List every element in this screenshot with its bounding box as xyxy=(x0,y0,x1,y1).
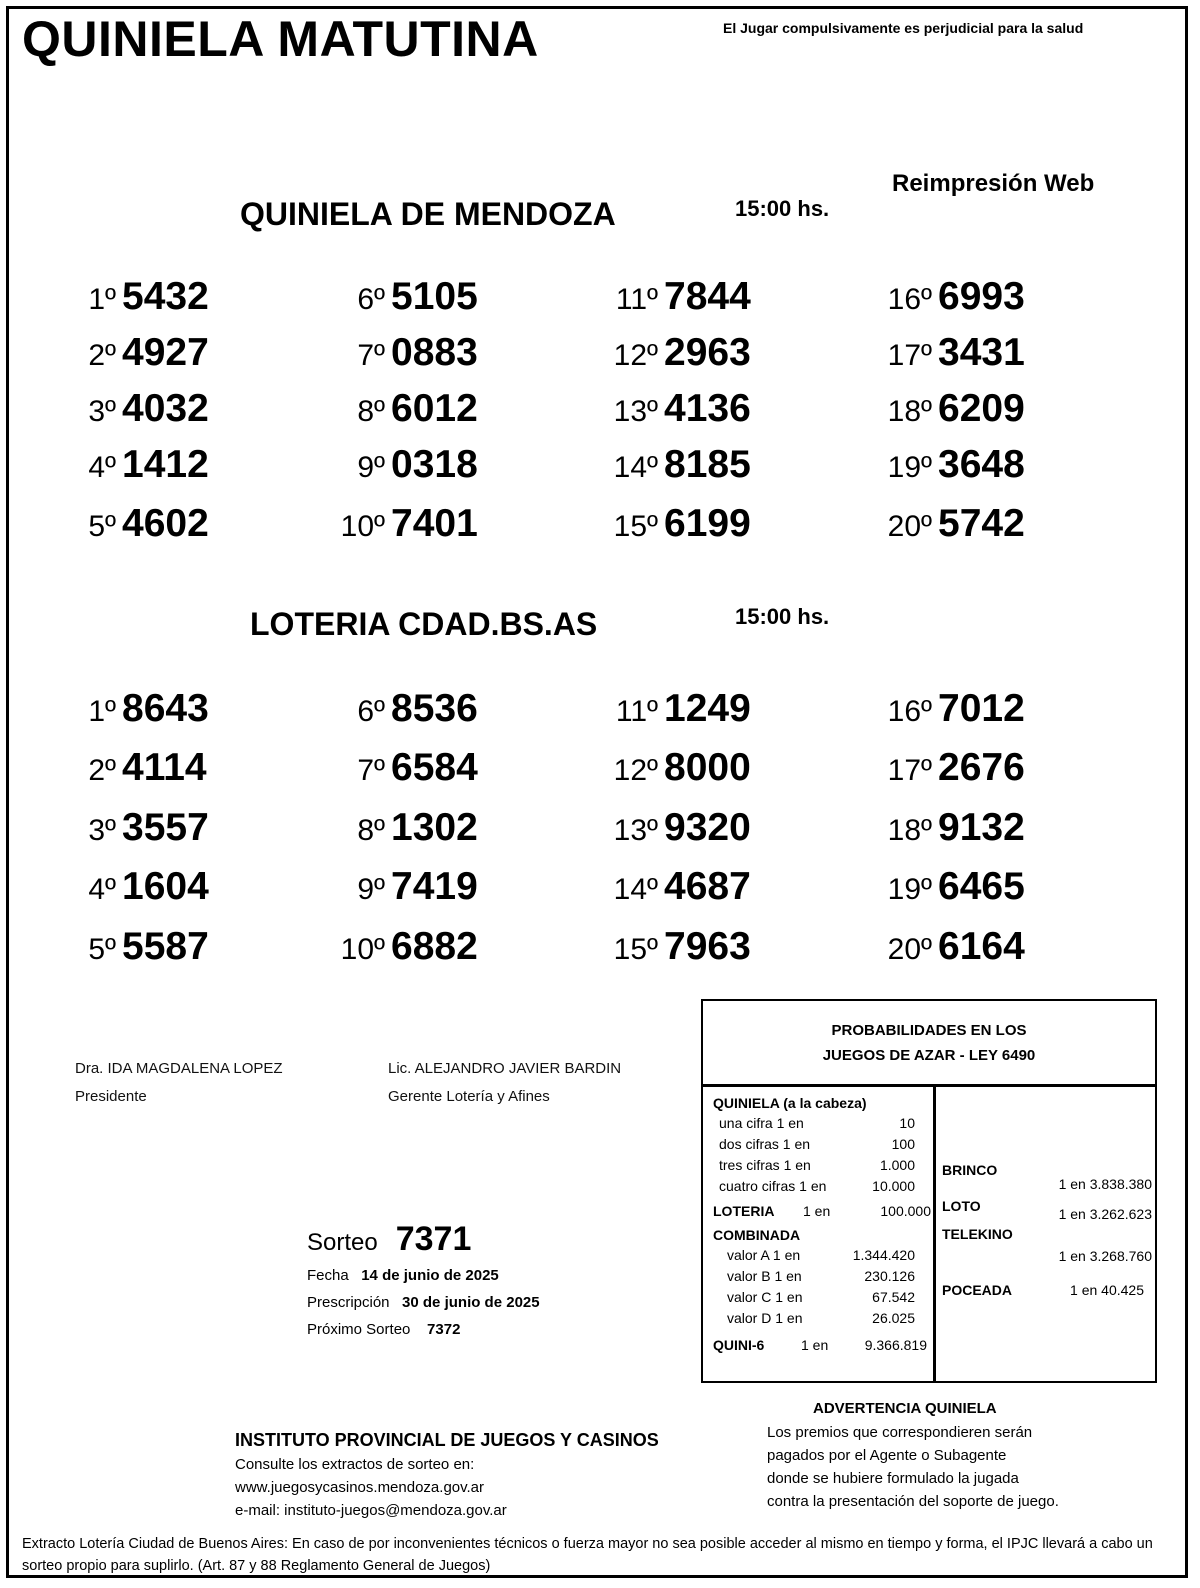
result-cell xyxy=(74,502,209,546)
prob-row-value: 230.126 xyxy=(864,1268,915,1284)
result-number: 8643 xyxy=(122,687,209,730)
result-position: 14º xyxy=(613,451,658,484)
result-cell xyxy=(872,275,1025,319)
prob-row-value: 67.542 xyxy=(872,1289,915,1305)
result-position: 19º xyxy=(887,451,932,484)
probabilities-title-line2: JUEGOS DE AZAR - LEY 6490 xyxy=(822,1047,1036,1064)
brinco-prob-label: BRINCO xyxy=(942,1162,998,1178)
prob-row xyxy=(713,1287,931,1308)
result-cell xyxy=(74,275,209,319)
result-position: 2º xyxy=(88,754,116,787)
prob-row-value: 10 xyxy=(899,1115,915,1131)
loteria-prob-label: LOTERIA xyxy=(713,1203,775,1219)
result-cell xyxy=(325,746,478,790)
result-position: 11º xyxy=(615,283,658,316)
prob-row-label: valor C 1 en xyxy=(727,1289,803,1305)
result-position: 17º xyxy=(887,754,932,787)
result-cell xyxy=(325,275,478,319)
probabilities-left xyxy=(713,1093,931,1359)
result-position: 10º xyxy=(340,510,385,543)
prob-row-value: 1.000 xyxy=(879,1157,915,1173)
result-position: 3º xyxy=(88,814,116,847)
result-position: 2º xyxy=(88,339,116,372)
result-cell xyxy=(74,746,207,790)
result-number: 6164 xyxy=(938,925,1025,968)
result-cell xyxy=(872,806,1025,850)
result-number: 8185 xyxy=(664,443,751,486)
signature-right-role: Gerente Lotería y Afines xyxy=(388,1088,550,1105)
result-number: 6465 xyxy=(938,865,1025,908)
institute-email: e-mail: instituto-juegos@mendoza.gov.ar xyxy=(235,1502,507,1519)
poceada-prob-row xyxy=(942,1280,1152,1302)
proximo-label: Próximo Sorteo xyxy=(307,1321,411,1338)
result-cell xyxy=(325,687,478,731)
prob-row-value: 26.025 xyxy=(872,1310,915,1326)
prob-row-label: una cifra 1 en xyxy=(719,1115,804,1131)
result-cell xyxy=(74,925,209,969)
section-time-mendoza: 15:00 hs. xyxy=(735,196,830,221)
result-position: 8º xyxy=(357,814,385,847)
result-position: 6º xyxy=(357,695,385,728)
probabilities-title xyxy=(701,1018,1157,1068)
result-position: 14º xyxy=(613,873,658,906)
result-number: 4687 xyxy=(664,865,751,908)
result-cell xyxy=(872,387,1025,431)
advertencia-block xyxy=(767,1397,1059,1513)
result-cell xyxy=(598,387,751,431)
result-number: 1302 xyxy=(391,806,478,849)
quini6-prob-value: 9.366.819 xyxy=(864,1337,927,1353)
result-number: 6199 xyxy=(664,502,751,545)
result-number: 7401 xyxy=(391,502,478,545)
probabilities-divider xyxy=(933,1086,936,1383)
institute-line1: Consulte los extractos de sorteo en: xyxy=(235,1456,475,1473)
result-cell xyxy=(325,925,478,969)
prob-row-label: tres cifras 1 en xyxy=(719,1157,811,1173)
result-cell xyxy=(325,806,478,850)
result-cell xyxy=(598,687,751,731)
prob-row-label: dos cifras 1 en xyxy=(719,1136,811,1152)
result-number: 0883 xyxy=(391,331,478,374)
result-number: 6882 xyxy=(391,925,478,968)
loteria-prob-value: 100.000 xyxy=(880,1203,931,1219)
result-cell xyxy=(598,806,751,850)
result-number: 8000 xyxy=(664,746,751,789)
result-cell xyxy=(74,806,209,850)
result-position: 20º xyxy=(887,933,932,966)
loto-prob-label: LOTO xyxy=(942,1198,981,1214)
result-cell xyxy=(598,925,751,969)
health-warning: El Jugar compulsivamente es perjudicial para la salud xyxy=(723,20,1084,36)
result-cell xyxy=(872,746,1025,790)
institute-website: www.juegosycasinos.mendoza.gov.ar xyxy=(235,1479,485,1496)
result-cell xyxy=(598,443,751,487)
result-number: 5105 xyxy=(391,275,478,318)
signature-left-role: Presidente xyxy=(75,1088,147,1105)
prob-row xyxy=(713,1266,931,1287)
result-number: 7012 xyxy=(938,687,1025,730)
result-number: 2676 xyxy=(938,746,1025,789)
sorteo-label: Sorteo xyxy=(307,1229,378,1256)
result-number: 9132 xyxy=(938,806,1025,849)
result-number: 5742 xyxy=(938,502,1025,545)
prob-row xyxy=(713,1134,931,1155)
result-position: 8º xyxy=(357,395,385,428)
sorteo-block xyxy=(307,1220,540,1338)
loteria-prob-mid: 1 en xyxy=(803,1203,831,1219)
proximo-value: 7372 xyxy=(427,1321,461,1338)
result-number: 7844 xyxy=(664,275,751,318)
result-cell xyxy=(598,865,751,909)
result-number: 1249 xyxy=(664,687,751,730)
result-number: 9320 xyxy=(664,806,751,849)
result-number: 1412 xyxy=(122,443,209,486)
prob-row-label: valor D 1 en xyxy=(727,1310,803,1326)
result-position: 13º xyxy=(613,395,658,428)
result-number: 4927 xyxy=(122,331,209,374)
fecha-value: 14 de junio de 2025 xyxy=(361,1267,499,1284)
advertencia-line: donde se hubiere formulado la jugada xyxy=(767,1470,1019,1487)
result-position: 4º xyxy=(88,873,116,906)
result-position: 18º xyxy=(887,395,932,428)
prob-row xyxy=(713,1308,931,1329)
result-cell xyxy=(74,865,209,909)
result-position: 18º xyxy=(887,814,932,847)
result-number: 6993 xyxy=(938,275,1025,318)
prob-row xyxy=(713,1176,931,1197)
fecha-label: Fecha xyxy=(307,1267,349,1284)
loteria-prob-row xyxy=(713,1201,931,1225)
result-number: 6584 xyxy=(391,746,478,789)
quiniela-prob-title: QUINIELA (a la cabeza) xyxy=(713,1095,867,1111)
result-position: 1º xyxy=(88,283,116,316)
result-number: 4136 xyxy=(664,387,751,430)
prescripcion-label: Prescripción xyxy=(307,1294,390,1311)
institute-name: INSTITUTO PROVINCIAL DE JUEGOS Y CASINOS xyxy=(235,1430,659,1450)
result-position: 7º xyxy=(357,339,385,372)
quini6-prob-label: QUINI-6 xyxy=(713,1337,765,1353)
signature-right xyxy=(388,1055,621,1111)
page-title: QUINIELA MATUTINA xyxy=(22,11,539,67)
result-position: 12º xyxy=(613,339,658,372)
quini6-prob-mid: 1 en xyxy=(801,1337,829,1353)
result-cell xyxy=(325,865,478,909)
result-number: 6209 xyxy=(938,387,1025,430)
institute-block xyxy=(235,1427,659,1522)
result-cell xyxy=(74,331,209,375)
result-position: 13º xyxy=(613,814,658,847)
result-position: 9º xyxy=(357,873,385,906)
result-position: 5º xyxy=(88,933,116,966)
result-number: 8536 xyxy=(391,687,478,730)
result-position: 9º xyxy=(357,451,385,484)
section-title-loteria: LOTERIA CDAD.BS.AS xyxy=(250,606,598,642)
quiniela-prob-rows xyxy=(713,1113,931,1197)
result-cell xyxy=(325,387,478,431)
telekino-prob-label: TELEKINO xyxy=(942,1226,1013,1242)
result-position: 20º xyxy=(887,510,932,543)
result-position: 7º xyxy=(357,754,385,787)
result-cell xyxy=(598,275,751,319)
result-position: 5º xyxy=(88,510,116,543)
prob-row xyxy=(713,1245,931,1266)
result-cell xyxy=(325,502,478,546)
result-number: 5587 xyxy=(122,925,209,968)
result-position: 15º xyxy=(613,510,658,543)
prob-row-value: 100 xyxy=(891,1136,915,1152)
advertencia-title: ADVERTENCIA QUINIELA xyxy=(813,1400,997,1417)
sorteo-number: 7371 xyxy=(395,1220,472,1258)
section-title-mendoza: QUINIELA DE MENDOZA xyxy=(240,196,616,232)
probabilities-title-line1: PROBABILIDADES EN LOS xyxy=(831,1022,1027,1039)
result-cell xyxy=(872,925,1025,969)
signature-left xyxy=(75,1055,283,1111)
prob-row-value: 1.344.420 xyxy=(852,1247,915,1263)
result-number: 4602 xyxy=(122,502,209,545)
result-cell xyxy=(74,443,209,487)
result-number: 3648 xyxy=(938,443,1025,486)
prescripcion-value: 30 de junio de 2025 xyxy=(402,1294,540,1311)
result-number: 2963 xyxy=(664,331,751,374)
result-position: 17º xyxy=(887,339,932,372)
signature-left-name: Dra. IDA MAGDALENA LOPEZ xyxy=(75,1060,283,1077)
result-cell xyxy=(872,865,1025,909)
result-position: 6º xyxy=(357,283,385,316)
result-cell xyxy=(74,687,209,731)
brinco-prob-value: 1 en 3.838.380 xyxy=(1058,1176,1152,1192)
combinada-prob-rows xyxy=(713,1245,931,1329)
prob-row xyxy=(713,1155,931,1176)
result-number: 3557 xyxy=(122,806,209,849)
result-position: 16º xyxy=(887,695,932,728)
result-number: 0318 xyxy=(391,443,478,486)
footer-note: Extracto Lotería Ciudad de Buenos Aires: En caso de por inconvenientes técnicos o fuerza mayor no sea posible acceder al mismo en tiempo y forma, el IPJC llevará a cabo un sorteo propio para suplirlo. (Art. 87 y 88 Reglamento General de Juegos) xyxy=(22,1536,1153,1574)
result-number: 4114 xyxy=(122,746,207,789)
prob-row-value: 10.000 xyxy=(872,1178,915,1194)
advertencia-line: pagados por el Agente o Subagente xyxy=(767,1447,1007,1464)
telekino-prob-value: 1 en 3.268.760 xyxy=(1058,1248,1152,1264)
result-position: 10º xyxy=(340,933,385,966)
prob-row-label: valor A 1 en xyxy=(727,1247,801,1263)
result-number: 7963 xyxy=(664,925,751,968)
prob-row-label: cuatro cifras 1 en xyxy=(719,1178,827,1194)
result-position: 12º xyxy=(613,754,658,787)
result-number: 5432 xyxy=(122,275,209,318)
section-time-loteria: 15:00 hs. xyxy=(735,604,830,629)
poceada-prob-value: 1 en 40.425 xyxy=(1070,1282,1144,1298)
reprint-label: Reimpresión Web xyxy=(892,170,1095,197)
prob-row-label: valor B 1 en xyxy=(727,1268,802,1284)
advertencia-line: Los premios que correspondieren serán xyxy=(767,1424,1033,1441)
poceada-prob-label: POCEADA xyxy=(942,1282,1013,1298)
result-position: 3º xyxy=(88,395,116,428)
result-number: 3431 xyxy=(938,331,1025,374)
result-cell xyxy=(74,387,209,431)
quini6-prob-row xyxy=(713,1335,931,1359)
advertencia-line: contra la presentación del soporte de juego. xyxy=(767,1493,1059,1510)
result-cell xyxy=(598,502,751,546)
loto-prob-value: 1 en 3.262.623 xyxy=(1058,1206,1152,1222)
result-cell xyxy=(598,331,751,375)
probabilities-right xyxy=(942,1160,1152,1302)
result-number: 6012 xyxy=(391,387,478,430)
combinada-prob-title: COMBINADA xyxy=(713,1227,801,1243)
prob-row xyxy=(713,1113,931,1134)
result-cell xyxy=(872,502,1025,546)
result-number: 7419 xyxy=(391,865,478,908)
result-position: 4º xyxy=(88,451,116,484)
signature-right-name: Lic. ALEJANDRO JAVIER BARDIN xyxy=(388,1060,622,1077)
result-cell xyxy=(872,687,1025,731)
result-cell xyxy=(325,443,478,487)
result-position: 11º xyxy=(615,695,658,728)
result-number: 1604 xyxy=(122,865,209,908)
result-position: 19º xyxy=(887,873,932,906)
result-number: 4032 xyxy=(122,387,209,430)
result-cell xyxy=(872,443,1025,487)
result-position: 16º xyxy=(887,283,932,316)
result-position: 1º xyxy=(88,695,116,728)
result-cell xyxy=(325,331,478,375)
result-cell xyxy=(598,746,751,790)
result-position: 15º xyxy=(613,933,658,966)
result-cell xyxy=(872,331,1025,375)
